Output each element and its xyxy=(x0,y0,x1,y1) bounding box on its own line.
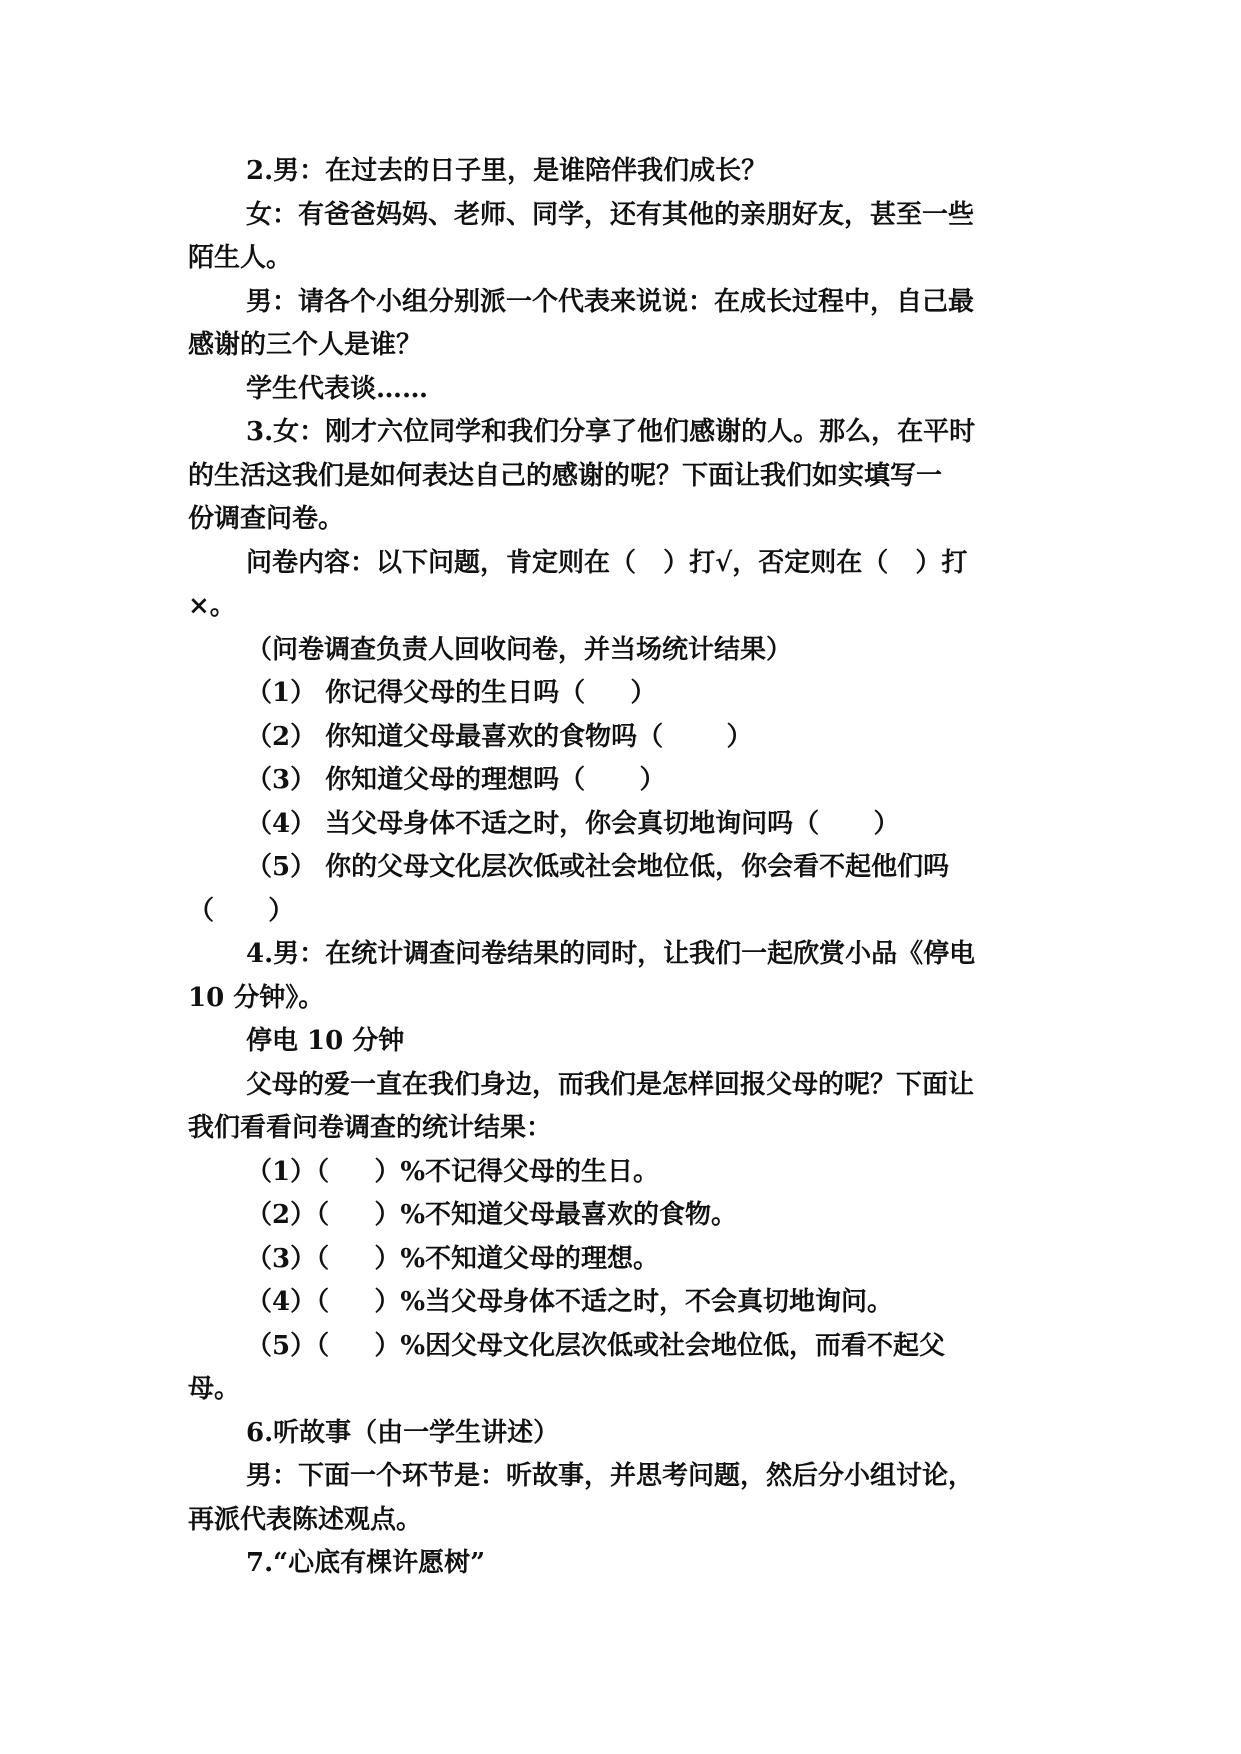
text-line: 父母的爱一直在我们身边，而我们是怎样回报父母的呢？下面让 xyxy=(246,1069,975,1100)
text-line: 男：下面一个环节是：听故事，并思考问题，然后分小组讨论， xyxy=(246,1461,975,1491)
text-line: 学生代表谈…… xyxy=(246,373,429,404)
text-line: 我们看看问卷调查的统计结果： xyxy=(188,1113,553,1143)
text-line: 女：有爸爸妈妈、老师、同学，还有其他的亲朋好友，甚至一些 xyxy=(246,199,975,230)
text-line: 问卷内容：以下问题，肯定则在（ ）打√，否定则在（ ）打 xyxy=(246,547,968,578)
text-line: 份调查问卷。 xyxy=(188,504,345,534)
text-line: 母。 xyxy=(188,1374,241,1404)
document-page xyxy=(188,150,1058,1586)
result-item: （2）（ ）%不知道父母最喜欢的食物。 xyxy=(246,1200,738,1230)
text-line: 陌生人。 xyxy=(188,243,293,273)
result-item: （4）（ ）%当父母身体不适之时，不会真切地询问。 xyxy=(246,1287,894,1317)
text-line: ×。 xyxy=(188,591,236,621)
text-line: 10 分钟》。 xyxy=(188,982,325,1013)
text-line: 的生活这我们是如何表达自己的感谢的呢？下面让我们如实填写一 xyxy=(188,460,943,491)
questionnaire-item: （1） 你记得父母的生日吗（ ） xyxy=(246,678,657,708)
text-line: 感谢的三个人是谁？ xyxy=(188,330,423,360)
section-heading: 6.听故事（由一学生讲述） xyxy=(246,1417,560,1448)
questionnaire-item: （2） 你知道父母最喜欢的食物吗（ ） xyxy=(246,721,753,752)
result-item: （3）（ ）%不知道父母的理想。 xyxy=(246,1243,660,1274)
questionnaire-item: （4） 当父母身体不适之时，你会真切地询问吗（ ） xyxy=(246,808,900,839)
questionnaire-item: （5） 你的父母文化层次低或社会地位低，你会看不起他们吗 xyxy=(246,852,950,882)
result-item: （1）（ ）%不记得父母的生日。 xyxy=(246,1156,660,1187)
text-line: （ ） xyxy=(188,895,295,926)
result-item: （5）（ ）%因父母文化层次低或社会地位低，而看不起父 xyxy=(246,1330,946,1361)
questionnaire-item: （3） 你知道父母的理想吗（ ） xyxy=(246,765,666,795)
text-line: 男：请各个小组分别派一个代表来说说：在成长过程中，自己最 xyxy=(246,286,975,317)
text-line: 2.男：在过去的日子里，是谁陪伴我们成长？ xyxy=(246,156,768,186)
section-heading: 7.“心底有棵许愿树” xyxy=(246,1548,486,1578)
text-line: （问卷调查负责人回收问卷，并当场统计结果） xyxy=(246,634,793,665)
text-line: 4.男：在统计调查问卷结果的同时，让我们一起欣赏小品《停电 xyxy=(246,939,976,969)
text-line: 3.女：刚才六位同学和我们分享了他们感谢的人。那么，在平时 xyxy=(246,417,976,447)
text-line: 再派代表陈述观点。 xyxy=(188,1504,423,1535)
section-heading: 停电 10 分钟 xyxy=(246,1026,405,1056)
